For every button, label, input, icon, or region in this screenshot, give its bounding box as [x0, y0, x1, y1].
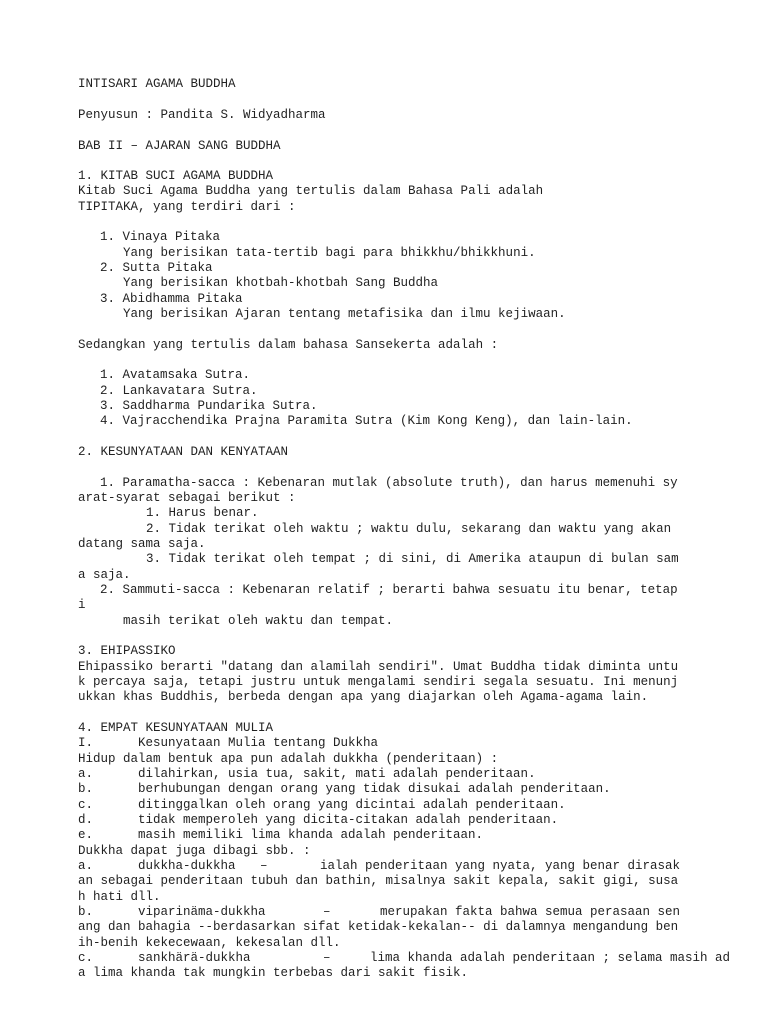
list-item: 1. Avatamsaka Sutra.: [100, 368, 251, 382]
term-name: dukkha-dukkha: [138, 859, 236, 873]
paragraph-line: an sebagai penderitaan tubuh dan bathin, misalnya sakit kepala, sakit gigi, susa: [78, 874, 679, 888]
list-item: ditinggalkan oleh orang yang dicintai adalah penderitaan.: [138, 798, 566, 812]
term-definition: lima khanda adalah penderitaan ; selama masih ad: [370, 951, 731, 965]
list-item-desc: Yang berisikan tata-tertib bagi para bhikkhu/bhikkhuni.: [123, 246, 536, 260]
list-marker: b.: [78, 905, 94, 919]
paragraph-line: ang dan bahagia --berdasarkan sifat ketidak-kekalan-- di dalamnya mengandung ben: [78, 920, 679, 934]
term-name: viparinäma-dukkha: [138, 905, 266, 919]
paragraph-line: h hati dll.: [78, 890, 161, 904]
list-item: 3. Tidak terikat oleh tempat ; di sini, di Amerika ataupun di bulan sam: [146, 552, 679, 566]
paragraph-line: arat-syarat sebagai berikut :: [78, 491, 296, 505]
paragraph-line: ih-benih kekecewaan, kekesalan dll.: [78, 936, 341, 950]
paragraph-line: 2. Sammuti-sacca : Kebenaran relatif ; berarti bahwa sesuatu itu benar, tetap: [100, 583, 678, 597]
term-dash: –: [323, 951, 331, 965]
paragraph-line: k percaya saja, tetapi justru untuk mengalami sendiri segala sesuatu. Ini menunj: [78, 675, 679, 689]
subsection-title: Kesunyataan Mulia tentang Dukkha: [138, 736, 379, 750]
section-heading: 1. KITAB SUCI AGAMA BUDDHA: [78, 169, 274, 183]
section-heading: 4. EMPAT KESUNYATAAN MULIA: [78, 721, 274, 735]
document-title: INTISARI AGAMA BUDDHA: [78, 77, 236, 91]
list-item: berhubungan dengan orang yang tidak disukai adalah penderitaan.: [138, 782, 611, 796]
list-marker: a.: [78, 859, 94, 873]
list-item-label: 1. Vinaya Pitaka: [100, 230, 221, 244]
section-heading: 3. EHIPASSIKO: [78, 644, 176, 658]
list-item-label: 2. Sutta Pitaka: [100, 261, 213, 275]
paragraph-line: a saja.: [78, 568, 131, 582]
chapter-heading: BAB II – AJARAN SANG BUDDHA: [78, 139, 281, 153]
term-definition: merupakan fakta bahwa semua perasaan sen: [380, 905, 681, 919]
paragraph-line: Kitab Suci Agama Buddha yang tertulis dalam Bahasa Pali adalah: [78, 184, 544, 198]
author-line: Penyusun : Pandita S. Widyadharma: [78, 108, 326, 122]
term-dash: –: [260, 859, 268, 873]
paragraph-line: Dukkha dapat juga dibagi sbb. :: [78, 844, 311, 858]
subsection-number: I.: [78, 736, 94, 750]
section-heading: 2. KESUNYATAAN DAN KENYATAAN: [78, 445, 289, 459]
paragraph-line: Ehipassiko berarti "datang dan alamilah sendiri". Umat Buddha tidak diminta untu: [78, 660, 679, 674]
list-item: 2. Lankavatara Sutra.: [100, 384, 258, 398]
term-dash: –: [323, 905, 331, 919]
paragraph-line: TIPITAKA, yang terdiri dari :: [78, 200, 296, 214]
paragraph-line: datang sama saja.: [78, 537, 206, 551]
list-marker: c.: [78, 798, 94, 812]
list-item: 2. Tidak terikat oleh waktu ; waktu dulu, sekarang dan waktu yang akan: [146, 522, 672, 536]
paragraph-line: 1. Paramatha-sacca : Kebenaran mutlak (absolute truth), dan harus memenuhi sy: [100, 476, 678, 490]
term-definition: ialah penderitaan yang nyata, yang benar dirasak: [320, 859, 681, 873]
list-item-desc: Yang berisikan Ajaran tentang metafisika dan ilmu kejiwaan.: [123, 307, 566, 321]
paragraph-line: i: [78, 598, 86, 612]
list-marker: e.: [78, 828, 94, 842]
list-item: 3. Saddharma Pundarika Sutra.: [100, 399, 318, 413]
list-marker: a.: [78, 767, 94, 781]
paragraph-line: ukkan khas Buddhis, berbeda dengan apa yang diajarkan oleh Agama-agama lain.: [78, 690, 649, 704]
list-item-label: 3. Abidhamma Pitaka: [100, 292, 243, 306]
list-item: masih memiliki lima khanda adalah penderitaan.: [138, 828, 484, 842]
list-marker: b.: [78, 782, 94, 796]
list-marker: c.: [78, 951, 94, 965]
list-item-desc: Yang berisikan khotbah-khotbah Sang Buddha: [123, 276, 439, 290]
paragraph-line: Hidup dalam bentuk apa pun adalah dukkha (penderitaan) :: [78, 752, 499, 766]
paragraph-line: masih terikat oleh waktu dan tempat.: [123, 614, 394, 628]
paragraph-line: a lima khanda tak mungkin terbebas dari sakit fisik.: [78, 966, 469, 980]
list-marker: d.: [78, 813, 94, 827]
list-item: dilahirkan, usia tua, sakit, mati adalah penderitaan.: [138, 767, 536, 781]
paragraph-line: Sedangkan yang tertulis dalam bahasa Sansekerta adalah :: [78, 338, 499, 352]
list-item: 1. Harus benar.: [146, 506, 259, 520]
list-item: 4. Vajracchendika Prajna Paramita Sutra (Kim Kong Keng), dan lain-lain.: [100, 414, 633, 428]
term-name: sankhärä-dukkha: [138, 951, 251, 965]
list-item: tidak memperoleh yang dicita-citakan adalah penderitaan.: [138, 813, 559, 827]
